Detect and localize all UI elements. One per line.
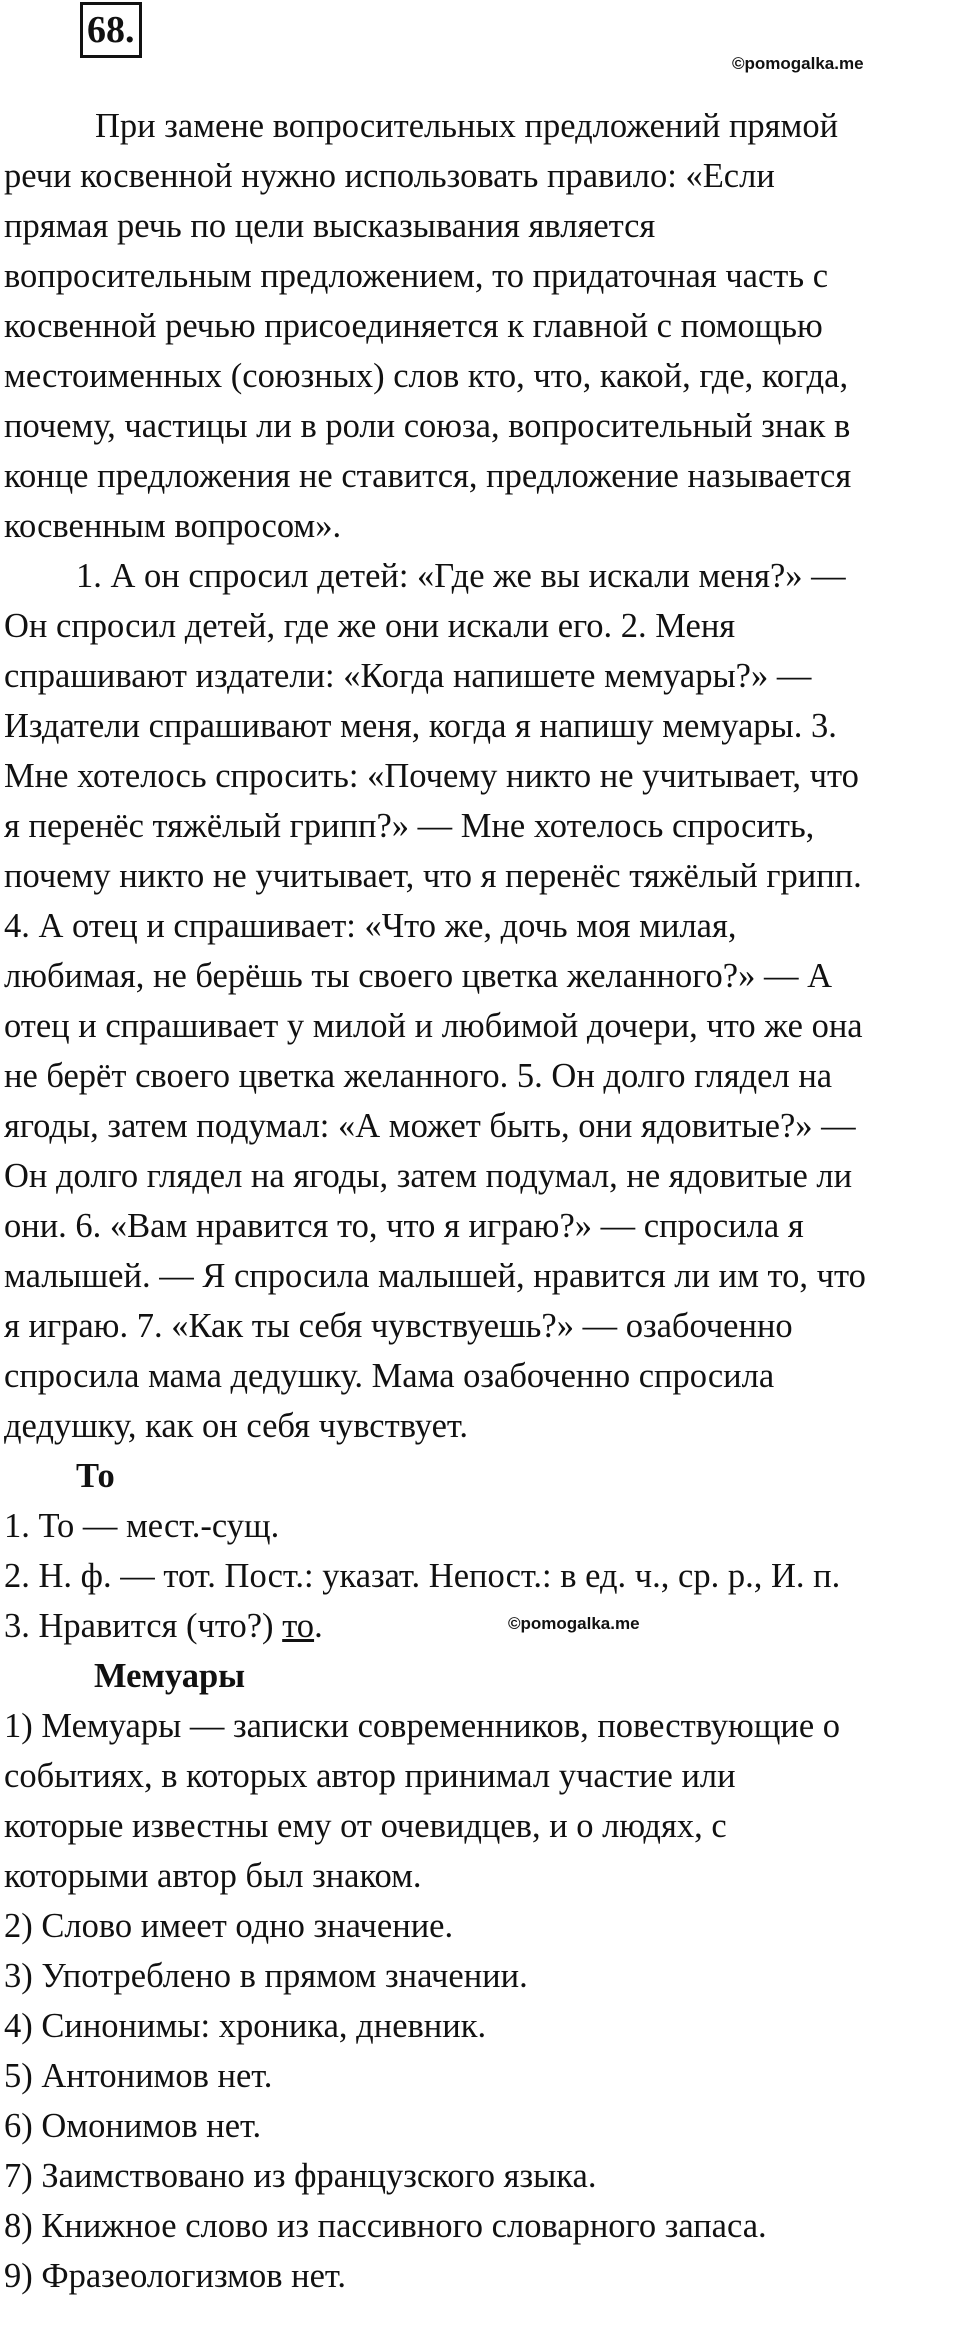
rule-line: вопросительным предложением, то придаточная часть с [4, 257, 829, 295]
to-item-3 [4, 1604, 323, 1648]
watermark-middle: ©pomogalka.me [508, 1614, 640, 1633]
example-line: дедушку, как он себя чувствует. [4, 1407, 469, 1445]
memoirs-line: 1) Мемуары — записки современников, повествующие о [4, 1707, 841, 1745]
example-line: 4. А отец и спрашивает: «Что же, дочь моя милая, [4, 907, 737, 945]
memoirs-line: событиях, в которых автор принимал участие или [4, 1757, 736, 1795]
memoirs-line: 3) Употреблено в прямом значении. [4, 1957, 528, 1995]
example-line: Мне хотелось спросить: «Почему никто не учитывает, что [4, 757, 859, 795]
memoirs-line: которые известны ему от очевидцев, и о людях, с [4, 1807, 727, 1845]
example-line: ягоды, затем подумал: «А может быть, они ядовитые?» — [4, 1107, 856, 1145]
task-number: 68. [80, 2, 142, 58]
example-line: Издатели спрашивают меня, когда я напишу мемуары. 3. [4, 707, 837, 745]
example-line: спрашивают издатели: «Когда напишете мемуары?» — [4, 657, 812, 695]
memoirs-line: 5) Антонимов нет. [4, 2057, 273, 2095]
memoirs-line: 7) Заимствовано из французского языка. [4, 2157, 597, 2195]
example-line: они. 6. «Вам нравится то, что я играю?» — спросила я [4, 1207, 804, 1245]
to-item-3-underlined: то [282, 1607, 315, 1645]
example-line: почему никто не учитывает, что я перенёс тяжёлый грипп. [4, 857, 862, 895]
memoirs-line: 2) Слово имеет одно значение. [4, 1907, 454, 1945]
example-line: не берёт своего цветка желанного. 5. Он долго глядел на [4, 1057, 833, 1095]
memoirs-heading: Мемуары [94, 1657, 246, 1695]
example-line: Он долго глядел на ягоды, затем подумал, не ядовитые ли [4, 1157, 853, 1195]
example-line: 1. А он спросил детей: «Где же вы искали меня?» — [76, 557, 846, 595]
example-line: малышей. — Я спросила малышей, нравится ли им то, что [4, 1257, 866, 1295]
example-line: отец и спрашивает у милой и любимой дочери, что же она [4, 1007, 863, 1045]
example-line: любимая, не берёшь ты своего цветка желанного?» — А [4, 957, 833, 995]
watermark-top: ©pomogalka.me [732, 54, 864, 73]
example-line: я перенёс тяжёлый грипп?» — Мне хотелось спросить, [4, 807, 815, 845]
rule-line: косвенным вопросом». [4, 507, 342, 545]
example-line: Он спросил детей, где же они искали его. 2. Меня [4, 607, 736, 645]
to-heading: То [76, 1457, 115, 1495]
example-line: я играю. 7. «Как ты себя чувствуешь?» — озабоченно [4, 1307, 793, 1345]
rule-line: местоименных (союзных) слов кто, что, какой, где, когда, [4, 357, 849, 395]
rule-line: речи косвенной нужно использовать правило: «Если [4, 157, 775, 195]
memoirs-line: 4) Синонимы: хроника, дневник. [4, 2007, 487, 2045]
rule-line: косвенной речью присоединяется к главной с помощью [4, 307, 823, 345]
rule-line: конце предложения не ставится, предложение называется [4, 457, 852, 495]
rule-line: При замене вопросительных предложений прямой [95, 107, 839, 145]
memoirs-line: 6) Омонимов нет. [4, 2107, 262, 2145]
to-item-3-prefix: 3. Нравится (что?) [4, 1607, 283, 1645]
rule-line: почему, частицы ли в роли союза, вопросительный знак в [4, 407, 851, 445]
to-item-3-suffix: . [314, 1607, 323, 1645]
memoirs-line: которыми автор был знаком. [4, 1857, 422, 1895]
to-item-1: 1. То — мест.-сущ. [4, 1507, 280, 1545]
rule-line: прямая речь по цели высказывания является [4, 207, 656, 245]
to-item-2: 2. Н. ф. — тот. Пост.: указат. Непост.: в ед. ч., ср. р., И. п. [4, 1557, 841, 1595]
example-line: спросила мама дедушку. Мама озабоченно спросила [4, 1357, 775, 1395]
memoirs-line: 9) Фразеологизмов нет. [4, 2257, 347, 2295]
memoirs-line: 8) Книжное слово из пассивного словарного запаса. [4, 2207, 767, 2245]
